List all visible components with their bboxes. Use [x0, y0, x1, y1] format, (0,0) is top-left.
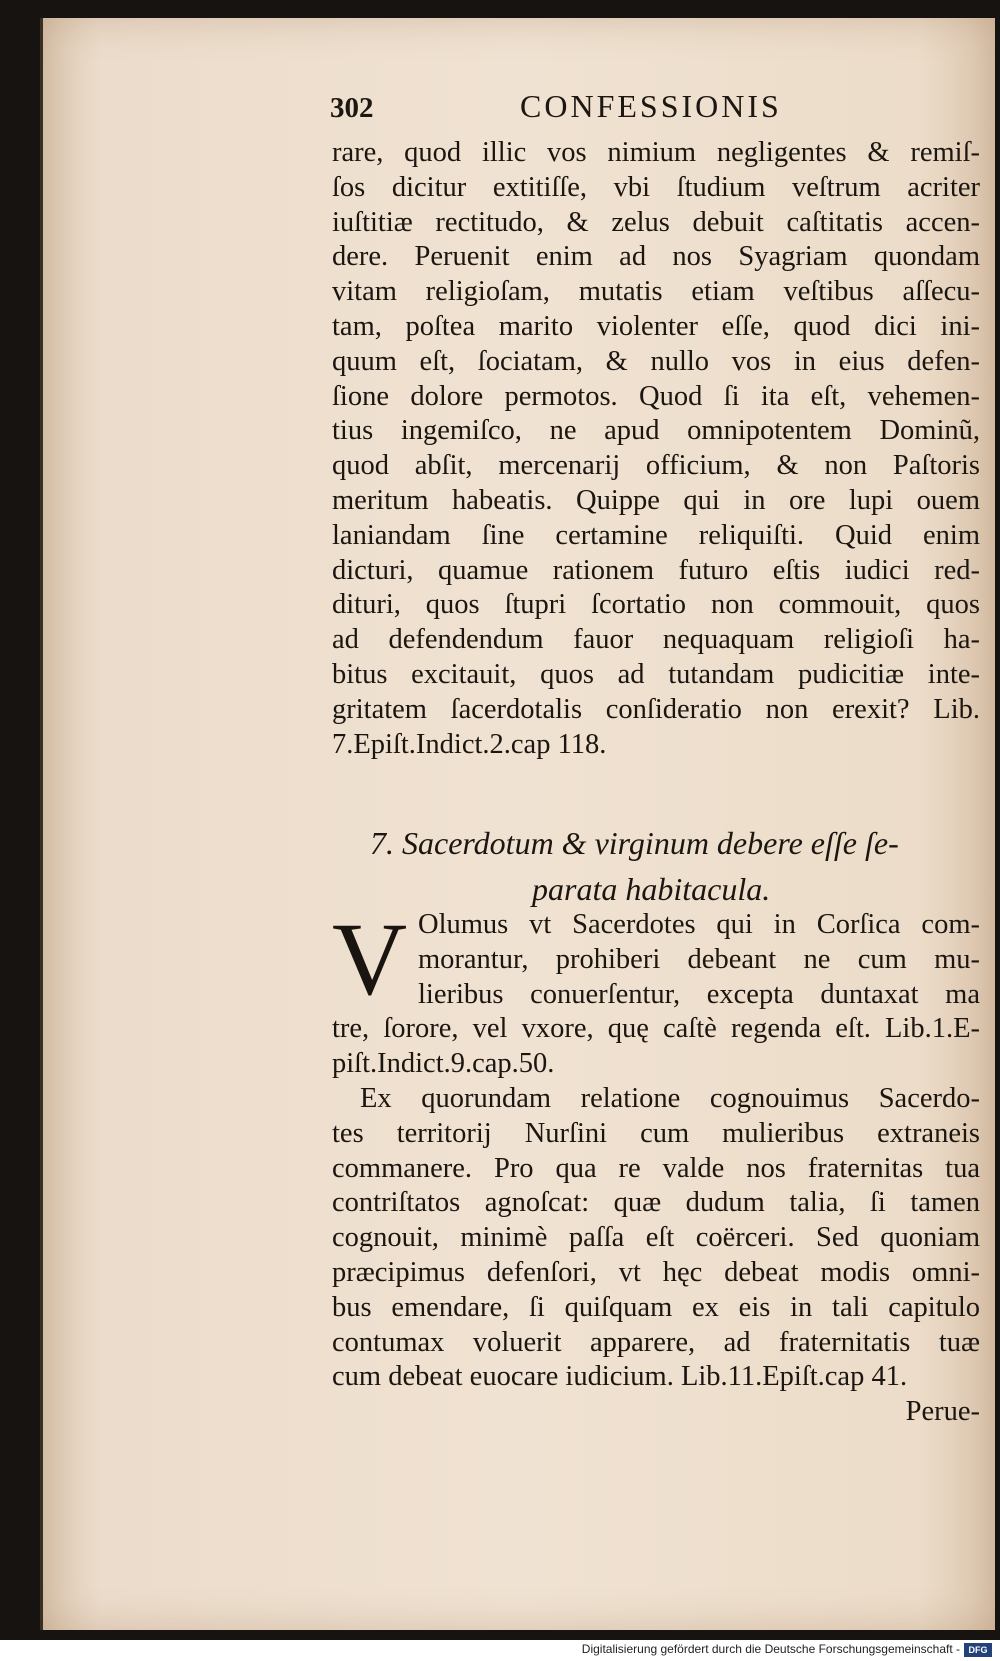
- text-line: tes territorij Nurſini cum mulieribus extraneis: [332, 1117, 980, 1149]
- section-heading-line: parata habitacula.: [532, 871, 771, 907]
- text-line: quum eſt, ſociatam, & nullo vos in eius defen-: [332, 345, 980, 377]
- page-header: [330, 88, 980, 132]
- text-line: tius ingemiſco, ne apud omnipotentem Dominũ,: [332, 415, 980, 447]
- text-line: bus emendare, ſi quiſquam ex eis in tali capitulo: [332, 1291, 980, 1323]
- text-line: vitam religioſam, mutatis etiam veſtibus aſſecu-: [332, 276, 980, 308]
- text-line: contumax voluerit apparere, ad fraternitatis tuæ: [332, 1326, 980, 1358]
- section-heading: [370, 820, 970, 912]
- text-line: dicturi, quamue rationem futuro eſtis iudici red-: [332, 554, 980, 586]
- text-line: ſione dolore permotos. Quod ſi ita eſt, vehemen-: [332, 380, 980, 412]
- text-line: cognouit, minimè paſſa eſt coërceri. Sed quoniam: [332, 1222, 980, 1254]
- paragraph-dropcap: [332, 902, 980, 1430]
- text-line: tam, poſtea marito violenter eſſe, quod dici ini-: [332, 310, 980, 342]
- text-line: præcipimus defenſori, vt hęc debeat modis omni-: [332, 1256, 980, 1288]
- text-line: cum debeat euocare iudicium. Lib.11.Epiſt.cap 41.: [332, 1361, 908, 1393]
- text-line: morantur, prohiberi debeant ne cum mu-: [418, 943, 980, 975]
- text-line: 7.Epiſt.Indict.2.cap 118.: [332, 728, 607, 760]
- text-line: ad defendendum fauor nequaquam religioſi ha-: [332, 624, 980, 656]
- text-line: piſt.Indict.9.cap.50.: [332, 1048, 555, 1080]
- page-number: 302: [330, 92, 374, 124]
- text-line: gritatem ſacerdotalis conſideratio non erexit? Lib.: [332, 693, 980, 725]
- text-line: dere. Peruenit enim ad nos Syagriam quondam: [332, 241, 980, 273]
- text-line: dituri, quos ſtupri ſcortatio non commouit, quos: [332, 589, 980, 621]
- text-line: bitus excitauit, quos ad tutandam pudicitiæ inte-: [332, 658, 980, 690]
- text-line: meritum habeatis. Quippe qui in ore lupi ouem: [332, 484, 980, 516]
- text-line: quod abſit, mercenarij officium, & non Paſtoris: [332, 450, 980, 482]
- text-line: commanere. Pro qua re valde nos fraternitas tua: [332, 1152, 980, 1184]
- text-line: tre, ſorore, vel vxore, quę caſtè regenda eſt. Lib.1.E-: [332, 1013, 980, 1045]
- running-head: CONFESSIONIS: [520, 88, 782, 124]
- drop-cap-letter: V: [332, 902, 408, 1017]
- body-text: [332, 136, 980, 762]
- text-line: Ex quorundam relatione cognouimus Sacerdo-: [360, 1082, 980, 1114]
- text-line: laniandam ſine certamine reliquiſti. Quid enim: [332, 519, 980, 551]
- dfg-logo-icon: DFG: [964, 1643, 992, 1657]
- footer-bar: [0, 1640, 1000, 1661]
- text-line: lieribus conuerſentur, excepta duntaxat ma: [418, 978, 980, 1010]
- text-line: rare, quod illic vos nimium negligentes & remiſ-: [332, 137, 980, 168]
- funding-credit: Digitalisierung gefördert durch die Deutsche Forschungsgemeinschaft -: [581, 1642, 960, 1656]
- catchword: Perue-: [905, 1396, 980, 1428]
- section-heading-line: 7. Sacerdotum & virginum debere eſſe ſe-: [370, 825, 899, 861]
- text-line: contriſtatos agnoſcat: quæ dudum talia, ſi tamen: [332, 1187, 980, 1219]
- text-line: iuſtitiæ rectitudo, & zelus debuit caſtitatis accen-: [332, 206, 980, 238]
- text-line: ſos dicitur extitiſſe, vbi ſtudium veſtrum acriter: [332, 171, 980, 203]
- text-line: Olumus vt Sacerdotes qui in Corſica com-: [418, 909, 980, 940]
